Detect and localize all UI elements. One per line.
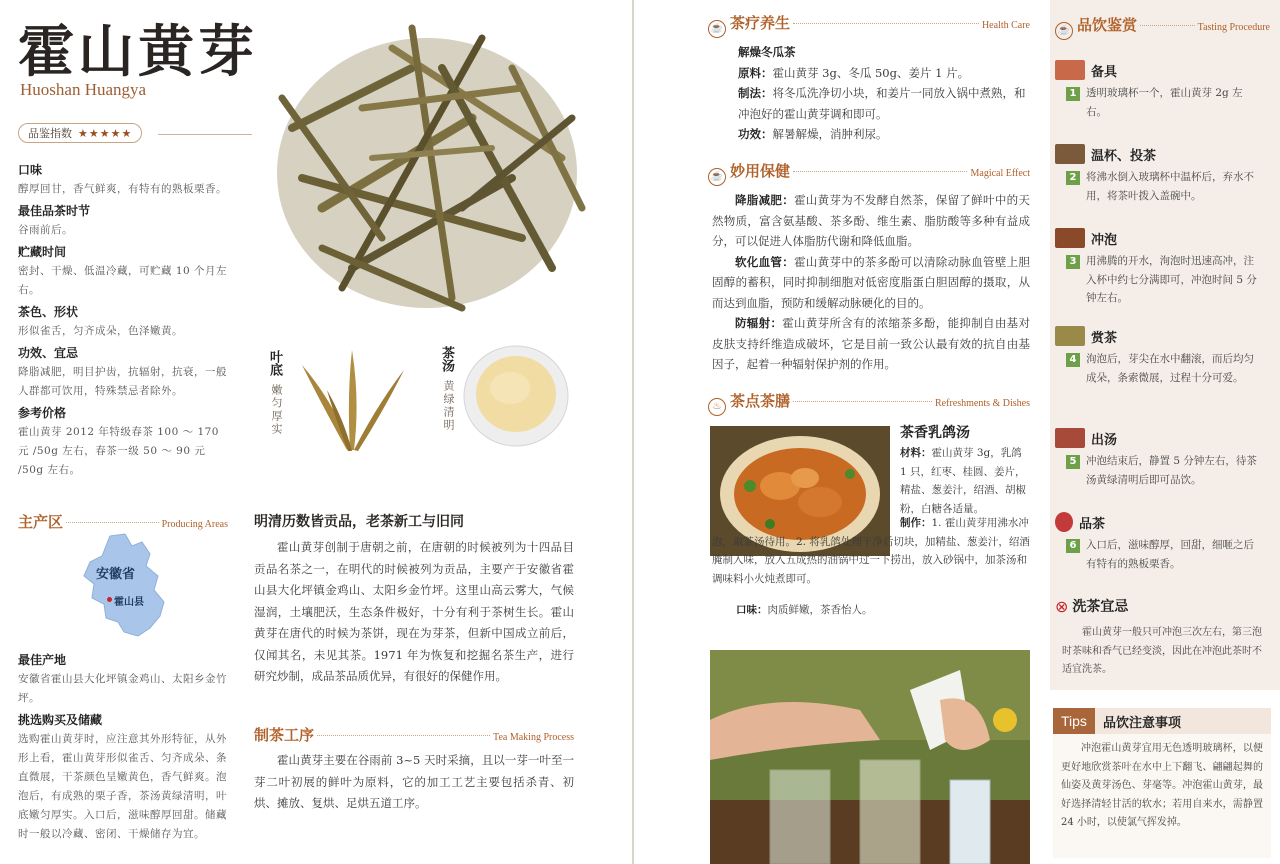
label: 制法	[738, 86, 761, 100]
cup-icon: ☕	[1055, 22, 1073, 40]
utensils-icon	[1055, 60, 1085, 80]
section-title: 制茶工序	[254, 726, 315, 744]
step-5-body	[1066, 452, 1262, 489]
step-4-body	[1066, 350, 1262, 387]
step-number: 3	[1066, 255, 1080, 269]
infused-leaf-image	[292, 345, 410, 455]
step-3-body	[1066, 252, 1262, 308]
step-2-header	[1055, 144, 1156, 164]
step-title: 冲泡	[1091, 232, 1118, 248]
text: 1. 霍山黄芽用沸水冲泡，取茶汤待用。2. 将乳鸽处理干净后切块，加精盐、葱姜汁，绍酒腌制入味，放入五成热的油锅中过一下捞出，放入砂锅中，加茶汤和调味料小火炖煮即可。	[712, 517, 1030, 585]
section-title-en: Refreshments & Dishes	[935, 398, 1030, 409]
dish-ingredients: 材料：霍山黄芽 3g，乳鸽 1 只，红枣、桂圆、姜片，精盐、葱姜汁，绍酒、胡椒粉，白糖各适量。	[900, 447, 1026, 515]
step-number: 4	[1066, 353, 1080, 367]
attr-shape	[18, 303, 233, 341]
dish-method: 制作：1. 霍山黄芽用沸水冲泡，取茶汤待用。2. 将乳鸽处理干净后切块，加精盐、葱姜汁，绍酒腌制入味，放入五成热的油锅中过一下捞出，放入砂锅中，加茶汤和调味料小火炖煮即可。	[712, 517, 1030, 585]
divider	[158, 134, 252, 135]
text: 霍山黄芽为不发酵自然茶，保留了鲜叶中的天然物质，富含氨基酸、茶多酚、维生素、脂肪酸等多种有益成分，可以促进人体脂肪代谢和降低血脂。	[712, 193, 1030, 248]
step-text: 透明玻璃杯一个，霍山黄芽 2g 左右。	[1086, 87, 1243, 118]
step-6-header	[1055, 512, 1105, 532]
anhui-map-image	[80, 532, 170, 640]
recipe-effect: 功效：解暑解燥，消肿利尿。	[738, 127, 888, 141]
attr-text: 谷雨前后。	[18, 224, 73, 236]
step-title: 洗茶宜忌	[1072, 599, 1129, 615]
text: 将冬瓜洗净切小块，和姜片一同放入锅中煮熟，和冲泡好的霍山黄芽调和即可。	[738, 86, 1026, 121]
step-1-header	[1055, 60, 1117, 80]
dry-tea-leaves-image	[262, 8, 592, 326]
section-title-en: Producing Areas	[161, 519, 228, 530]
tips-badge: Tips	[1053, 708, 1095, 734]
divider	[66, 522, 159, 523]
map-province-label: 安徽省	[96, 567, 136, 582]
step-title: 温杯、投茶	[1091, 148, 1157, 164]
label: 功效	[738, 127, 761, 141]
step-text: 洵泡后，芽尖在水中翻滚，而后均匀成朵，条索微展，过程十分可爱。	[1086, 353, 1254, 384]
attr-text: 形似雀舌，匀齐成朵，色泽嫩黄。	[18, 325, 183, 337]
text: 霍山黄芽 3g、冬瓜 50g、姜片 1 片。	[772, 65, 970, 80]
divider	[793, 401, 932, 402]
section-title-en: Magical Effect	[970, 168, 1030, 179]
left-page	[0, 0, 632, 864]
page-subtitle-en: Huoshan Huangya	[20, 80, 147, 99]
magic-item: 软化血管：霍山黄芽中的茶多酚可以清除动脉血管壁上胆固醇的蓄积，同时抑制细胞对低密度脂蛋白胆固醇的摄取，从而达到血脂，预防和缓解动脉硬化的目的。	[712, 254, 1030, 310]
attribute-list-2	[18, 648, 233, 844]
section-title-en: Health Care	[981, 20, 1030, 31]
tips-box	[1053, 708, 1271, 858]
attr-origin	[18, 651, 233, 708]
attr-label: 最佳品茶时节	[18, 204, 91, 218]
cup-icon: ☕	[708, 168, 726, 186]
attr-season	[18, 202, 233, 240]
step-2-body	[1066, 168, 1262, 205]
attr-text: 霍山黄芽 2012 年特级春茶 100 ～ 170 元 /50g 左右，春茶一级 50 ～ 90 元 /50g 左右。	[18, 426, 219, 476]
text: 肉质鲜嫩，茶香怡人。	[767, 604, 873, 616]
rating-label: 品鉴指数	[28, 127, 72, 140]
tea-soup-label: 茶汤	[439, 346, 454, 372]
attr-text: 选购霍山黄芽时，应注意其外形特征，从外形上看，霍山黄芽形似雀舌、匀齐成朵、条直微展，干茶颜色呈嫩黄色，香气鲜爽。泡泡后，有成熟的栗子香，茶汤黄绿清明，叶底嫩匀厚实。入口后，滋味醇厚回甜。储藏时一般以冷藏、密闭、干燥储存为宜。	[18, 733, 227, 840]
magic-list	[712, 190, 1030, 375]
text: 霍山黄芽中的茶多酚可以清除动脉血管壁上胆固醇的蓄积，同时抑制细胞对低密度脂蛋白胆固醇的摄取，从而达到血脂，预防和缓解动脉硬化的目的。	[712, 254, 1030, 310]
tips-header	[1053, 708, 1271, 734]
text: 解暑解燥，消肿利尿。	[772, 127, 888, 141]
step-4-header	[1055, 326, 1117, 346]
label: 原料	[738, 65, 761, 80]
divider	[1140, 25, 1195, 26]
recipe-method: 制法：将冬瓜洗净切小块，和姜片一同放入锅中煮熟，和冲泡好的霍山黄芽调和即可。	[738, 86, 1026, 121]
health-recipe	[738, 42, 1028, 145]
tips-title: 品饮注意事项	[1102, 715, 1181, 731]
teapot-icon: ♨	[708, 398, 726, 416]
section-title: 妙用保健	[730, 162, 791, 180]
attr-text: 安徽省霍山县大化坪镇金鸡山、太阳乡金竹坪。	[18, 673, 227, 704]
step-text: 将沸水倒入玻璃杯中温杯后，弃水不用，将茶叶拨入盖碗中。	[1086, 171, 1254, 202]
attr-text: 醇厚回甘，香气鲜爽，有特有的熟板栗香。	[18, 183, 227, 195]
person-icon	[1055, 512, 1073, 532]
attr-storage	[18, 243, 233, 300]
label: 软化血管	[735, 254, 783, 269]
location-marker-icon	[107, 597, 112, 602]
prohibited-icon: ⊗	[1055, 596, 1069, 616]
rating-stars: ★★★★★	[78, 127, 133, 140]
step-3-header	[1055, 228, 1117, 248]
leaf-bottom-desc: 嫩匀厚实	[270, 384, 283, 436]
label: 防辐射	[735, 316, 771, 330]
pour-icon	[1055, 428, 1085, 448]
tea-soup-desc: 黄绿清明	[442, 380, 455, 432]
step-title: 品茶	[1079, 516, 1106, 532]
tea-cup-image	[460, 340, 572, 450]
tea-pouring-photo	[710, 650, 1030, 864]
attribute-list	[18, 158, 233, 480]
kettle-icon	[1055, 228, 1085, 248]
step-title: 出汤	[1091, 432, 1118, 448]
section-title: 茶点茶膳	[730, 392, 791, 410]
recipe-name: 解燥冬瓜茶	[738, 45, 796, 59]
attr-label: 参考价格	[18, 406, 67, 420]
magic-item: 降脂减肥：霍山黄芽为不发酵自然茶，保留了鲜叶中的天然物质，富含氨基酸、茶多酚、维生素、脂肪酸等多种有益成分，可以促进人体脂肪代谢和降低血脂。	[712, 193, 1030, 248]
attr-text: 降脂减肥，明目护齿，抗辐射，抗衰，一般人群都可饮用，特殊禁忌者除外。	[18, 366, 227, 397]
attr-label: 茶色、形状	[18, 305, 79, 319]
step-number: 6	[1066, 539, 1080, 553]
map-county-label: 霍山县	[114, 597, 144, 608]
section-title-en: Tea Making Process	[493, 732, 574, 743]
wash-tea-header	[1055, 596, 1128, 616]
recipe-ingredients: 原料：霍山黄芽 3g、冬瓜 50g、姜片 1 片。	[738, 65, 970, 80]
label: 口味	[736, 604, 757, 616]
divider	[317, 735, 490, 736]
tea-scoop-icon	[1055, 144, 1085, 164]
section-title: 品饮鉴赏	[1077, 16, 1138, 34]
producing-areas-header	[18, 511, 228, 532]
attr-buying	[18, 711, 233, 844]
attr-label: 贮藏时间	[18, 245, 67, 259]
attr-label: 功效、宜忌	[18, 346, 79, 360]
label: 降脂减肥	[735, 193, 783, 207]
health-care-header	[708, 12, 1030, 35]
magic-item: 防辐射：霍山黄芽所含有的浓缩茶多酚，能抑制自由基对皮肤支持纤维造成破坏，它是目前一致公认最有效的抗自由基因子，起着一种辐射保护剂的作用。	[712, 316, 1030, 371]
magical-effect-header	[708, 160, 1030, 183]
step-text: 用沸腾的开水，洵泡时迅速高冲，注入杯中约七分满即可，冲泡时间 5 分钟左右。	[1086, 255, 1257, 304]
divider	[793, 171, 967, 172]
step-text: 入口后，滋味醇厚，回甜，细咂之后有特有的熟板栗香。	[1086, 539, 1254, 570]
tips-text: 冲泡霍山黄芽宜用无色透明玻璃杯，以便更好地欣赏茶叶在水中上下翻飞、翩翩起舞的仙姿及黄芽汤色、芽毫等。冲泡霍山黄芽，最好选择清轻甘活的软水；若用自来水，需静置 24 小时，以使氯气挥发掉。	[1061, 743, 1263, 828]
wash-tea-text: 霍山黄芽一般只可冲泡三次左右，第三泡时茶味和香气已经变淡，因此在冲泡此茶时不适宜洗茶。	[1062, 627, 1262, 675]
step-number: 5	[1066, 455, 1080, 469]
cup-icon: ☕	[708, 20, 726, 38]
dishes-header	[708, 390, 1030, 413]
attr-taste	[18, 161, 233, 199]
history-text: 霍山黄芽创制于唐朝之前，在唐朝的时候被列为十四品目贡品名茶之一，在明代的时候被列为贡品，主要产于安徽省霍山县大化坪镇金鸡山、太阳乡金竹坪。这里山高云雾大，气候湿润，土壤肥沃，生态条件极好，十分有利于茶树生长。霍山黄芽在唐代的时候为茶饼，现在为芽茶，但新中国成立前后，仅闻其名，未见其茶。1971 年为恢复和挖掘名茶生产，进行研究炒制，成品茶品质优异，有很好的保健作用。	[254, 540, 574, 683]
divider	[793, 23, 979, 24]
step-number: 2	[1066, 171, 1080, 185]
tasting-header	[1055, 14, 1270, 37]
dish-title: 茶香乳鸽汤	[900, 425, 970, 441]
step-title: 赏茶	[1091, 330, 1118, 346]
dish-taste: 口味：肉质鲜嫩，茶香怡人。	[736, 604, 873, 616]
step-text: 冲泡结束后，静置 5 分钟左右，待茶汤黄绿清明后即可品饮。	[1086, 455, 1257, 486]
label: 材料	[900, 447, 921, 459]
step-5-header	[1055, 428, 1117, 448]
attr-label: 挑选购买及储藏	[18, 713, 103, 727]
step-title: 备具	[1091, 64, 1118, 80]
attr-price	[18, 404, 233, 480]
leaf-bottom-label: 叶底	[267, 350, 282, 376]
section-title-en: Tasting Procedure	[1197, 22, 1270, 33]
label: 制作	[900, 517, 921, 529]
section-title: 茶疗养生	[730, 14, 791, 32]
page-title: 霍山黄芽	[18, 19, 258, 85]
text: 霍山黄芽所含有的浓缩茶多酚，能抑制自由基对皮肤支持纤维造成破坏，它是目前一致公认最有效的抗自由基因子，起着一种辐射保护剂的作用。	[712, 316, 1030, 371]
process-header	[254, 724, 574, 745]
attr-label: 口味	[18, 163, 43, 177]
tea-cup-icon	[1055, 326, 1085, 346]
attr-text: 密封、干燥、低温冷藏，可贮藏 10 个月左右。	[18, 265, 228, 296]
attr-label: 最佳产地	[18, 653, 67, 667]
step-1-body	[1066, 84, 1262, 121]
step-6-body	[1066, 536, 1262, 573]
section-title: 主产区	[18, 513, 64, 531]
process-text: 霍山黄芽主要在谷雨前 3~5 天时采摘，且以一芽一叶至一芽二叶初展的鲜叶为原料，它的加工工艺主要包括杀青、初烘、摊放、复烘、足烘五道工序。	[254, 753, 574, 810]
history-heading: 明清历数皆贡品，老茶新工与旧同	[254, 514, 464, 530]
rating-badge	[18, 123, 142, 143]
step-number: 1	[1066, 87, 1080, 101]
text: 霍山黄芽 3g，乳鸽 1 只，红枣、桂圆、姜片，精盐、葱姜汁，绍酒、胡椒粉，白糖各适量。	[900, 447, 1026, 515]
attr-effect	[18, 344, 233, 401]
